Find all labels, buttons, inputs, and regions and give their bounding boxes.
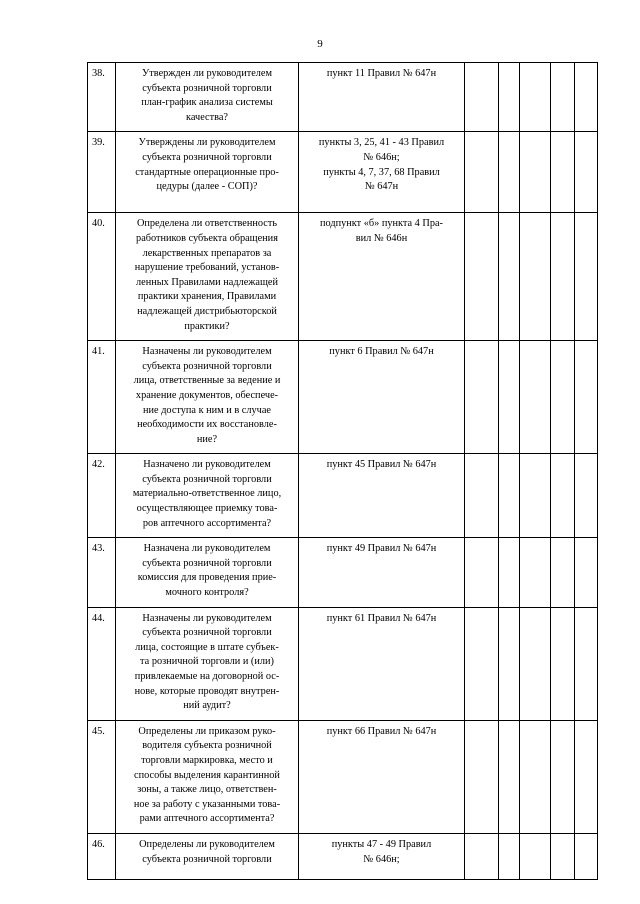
answer-cell[interactable]	[551, 454, 575, 538]
question-line: осуществляющее приемку това-	[136, 503, 278, 515]
legal-reference-cell	[299, 454, 465, 538]
question-line: стандартные операционные про-	[135, 166, 279, 178]
question-line: привлекаемые на договорной ос-	[134, 671, 280, 682]
answer-cell[interactable]	[465, 454, 499, 538]
answer-cell[interactable]	[465, 607, 499, 720]
answer-cell[interactable]	[520, 132, 551, 213]
table-row	[88, 454, 598, 538]
question-cell	[116, 607, 299, 720]
row-number: 42.	[88, 454, 116, 538]
question-line: торговли маркировка, место и	[141, 754, 273, 766]
legal-reference-cell	[299, 833, 465, 879]
question-line: мочного контроля?	[165, 587, 249, 599]
question-line: надлежащей дистрибьюторской	[137, 305, 277, 317]
question-line: субъекта розничной торговли	[142, 151, 272, 163]
reference-line: подпункт «б» пункта 4 Пра-	[320, 218, 443, 230]
answer-cell[interactable]	[465, 132, 499, 213]
question-line: субъекта розничной торговли	[142, 557, 272, 569]
table-row	[88, 341, 598, 454]
question-line: Определена ли ответственность	[136, 218, 278, 230]
answer-cell[interactable]	[465, 833, 499, 879]
answer-cell[interactable]	[551, 63, 575, 132]
answer-cell[interactable]	[499, 454, 520, 538]
answer-cell[interactable]	[520, 341, 551, 454]
answer-cell[interactable]	[499, 833, 520, 879]
reference-line: № 647н	[364, 181, 399, 193]
answer-cell[interactable]	[465, 720, 499, 833]
legal-reference-cell	[299, 341, 465, 454]
answer-cell[interactable]	[551, 720, 575, 833]
question-line: ние?	[196, 433, 218, 445]
question-line: лица, состоящие в штате субъек-	[135, 641, 279, 653]
question-cell	[116, 213, 299, 341]
row-number: 39.	[88, 132, 116, 213]
reference-line: вил № 646н	[355, 232, 408, 244]
answer-cell[interactable]	[575, 538, 598, 607]
reference-line: № 646н;	[363, 853, 400, 865]
table-row	[88, 607, 598, 720]
question-line: ленных Правилами надлежащей	[136, 276, 278, 288]
answer-cell[interactable]	[520, 454, 551, 538]
question-line: субъекта розничной торговли	[142, 627, 272, 639]
question-line: работников субъекта обращения	[136, 232, 278, 244]
question-line: лекарственных препаратов за	[142, 247, 272, 259]
answer-cell[interactable]	[499, 607, 520, 720]
question-line: практики?	[184, 320, 230, 332]
question-line: способы выделения карантинной	[134, 769, 280, 781]
reference-line: пункты 4, 7, 37, 68 Правил	[323, 166, 440, 178]
answer-cell[interactable]	[520, 538, 551, 607]
question-line: комиссия для проведения прие-	[137, 572, 277, 584]
reference-line: пункты 47 - 49 Правил	[331, 838, 432, 850]
reference-line: пункт 49 Правил № 647н	[326, 543, 437, 555]
question-line: ров аптечного ассортимента?	[142, 517, 272, 529]
question-line: нове, которые проводят внутрен-	[134, 685, 280, 697]
legal-reference-cell	[299, 213, 465, 341]
answer-cell[interactable]	[551, 213, 575, 341]
reference-line: пункт 66 Правил № 647н	[326, 725, 437, 737]
table-row	[88, 63, 598, 132]
question-line: цедуры (далее - СОП)?	[156, 181, 258, 193]
reference-line: пункт 11 Правил № 647н	[326, 68, 437, 79]
legal-reference-cell	[299, 63, 465, 132]
answer-cell[interactable]	[575, 132, 598, 213]
question-line: Назначено ли руководителем	[143, 459, 271, 471]
question-line: субъекта розничной торговли	[142, 853, 272, 865]
answer-cell[interactable]	[575, 63, 598, 132]
answer-cell[interactable]	[499, 341, 520, 454]
answer-cell[interactable]	[465, 538, 499, 607]
question-line: ние доступа к ним и в случае	[143, 404, 271, 416]
answer-cell[interactable]	[520, 833, 551, 879]
question-line: лица, ответственные за ведение и	[133, 375, 281, 387]
answer-cell[interactable]	[499, 63, 520, 132]
answer-cell[interactable]	[575, 833, 598, 879]
answer-cell[interactable]	[575, 720, 598, 833]
answer-cell[interactable]	[465, 341, 499, 454]
row-number: 38.	[88, 63, 116, 132]
question-line: та розничной торговли и (или)	[140, 656, 274, 668]
legal-reference-cell	[299, 132, 465, 213]
question-cell	[116, 63, 299, 132]
answer-cell[interactable]	[499, 132, 520, 213]
question-cell	[116, 454, 299, 538]
question-line: план-график анализа системы	[141, 97, 273, 109]
reference-line: пункты 3, 25, 41 - 43 Правил	[318, 137, 445, 149]
answer-cell[interactable]	[520, 213, 551, 341]
answer-cell[interactable]	[520, 720, 551, 833]
reference-line: пункт 61 Правил № 647н	[326, 612, 437, 624]
answer-cell[interactable]	[551, 538, 575, 607]
answer-cell[interactable]	[575, 341, 598, 454]
question-cell	[116, 341, 299, 454]
answer-cell[interactable]	[575, 454, 598, 538]
legal-reference-cell	[299, 720, 465, 833]
checklist-table	[87, 62, 598, 880]
table-row	[88, 132, 598, 213]
question-line: Утвержден ли руководителем	[141, 68, 273, 79]
question-line: зоны, а также лицо, ответствен-	[137, 784, 277, 796]
answer-cell[interactable]	[499, 538, 520, 607]
table-row	[88, 213, 598, 341]
answer-cell[interactable]	[551, 341, 575, 454]
answer-cell[interactable]	[551, 607, 575, 720]
answer-cell[interactable]	[465, 63, 499, 132]
answer-cell[interactable]	[499, 720, 520, 833]
row-number: 43.	[88, 538, 116, 607]
question-line: рами аптечного ассортимента?	[139, 813, 275, 825]
answer-cell[interactable]	[465, 213, 499, 341]
question-line: Назначены ли руководителем	[142, 346, 272, 358]
question-line: качества?	[186, 111, 228, 123]
answer-cell[interactable]	[551, 132, 575, 213]
row-number: 40.	[88, 213, 116, 341]
question-line: нарушение требований, установ-	[134, 262, 280, 274]
page-number: 9	[317, 38, 323, 50]
table-row	[88, 833, 598, 879]
question-line: субъекта розничной торговли	[142, 360, 272, 372]
reference-line: пункт 45 Правил № 647н	[326, 459, 437, 471]
row-number: 44.	[88, 607, 116, 720]
table-row	[88, 720, 598, 833]
question-line: Утверждены ли руководителем	[138, 137, 276, 149]
question-cell	[116, 720, 299, 833]
question-line: практики хранения, Правилами	[137, 291, 277, 303]
question-line: необходимости их восстановле-	[137, 419, 277, 431]
answer-cell[interactable]	[551, 833, 575, 879]
question-line: ний аудит?	[183, 700, 231, 712]
answer-cell[interactable]	[520, 63, 551, 132]
row-number: 46.	[88, 833, 116, 879]
table-row	[88, 538, 598, 607]
question-line: ное за работу с указанными това-	[133, 798, 281, 810]
question-line: водителя субъекта розничной	[142, 740, 272, 752]
answer-cell[interactable]	[499, 213, 520, 341]
question-line: субъекта розничной торговли	[142, 82, 272, 94]
question-line: Определены ли приказом руко-	[138, 725, 276, 737]
legal-reference-cell	[299, 607, 465, 720]
question-line: материально-ответственное лицо,	[132, 488, 282, 500]
question-line: Назначена ли руководителем	[143, 543, 271, 555]
legal-reference-cell	[299, 538, 465, 607]
row-number: 45.	[88, 720, 116, 833]
answer-cell[interactable]	[520, 607, 551, 720]
question-cell	[116, 833, 299, 879]
question-cell	[116, 132, 299, 213]
answer-cell[interactable]	[575, 213, 598, 341]
answer-cell[interactable]	[575, 607, 598, 720]
question-line: субъекта розничной торговли	[142, 473, 272, 485]
row-number: 41.	[88, 341, 116, 454]
question-line: Назначены ли руководителем	[142, 612, 272, 624]
reference-line: пункт 6 Правил № 647н	[329, 346, 434, 358]
question-line: Определены ли руководителем	[139, 838, 275, 850]
question-line: хранение документов, обеспече-	[135, 389, 279, 401]
reference-line: № 646н;	[363, 151, 400, 163]
question-cell	[116, 538, 299, 607]
